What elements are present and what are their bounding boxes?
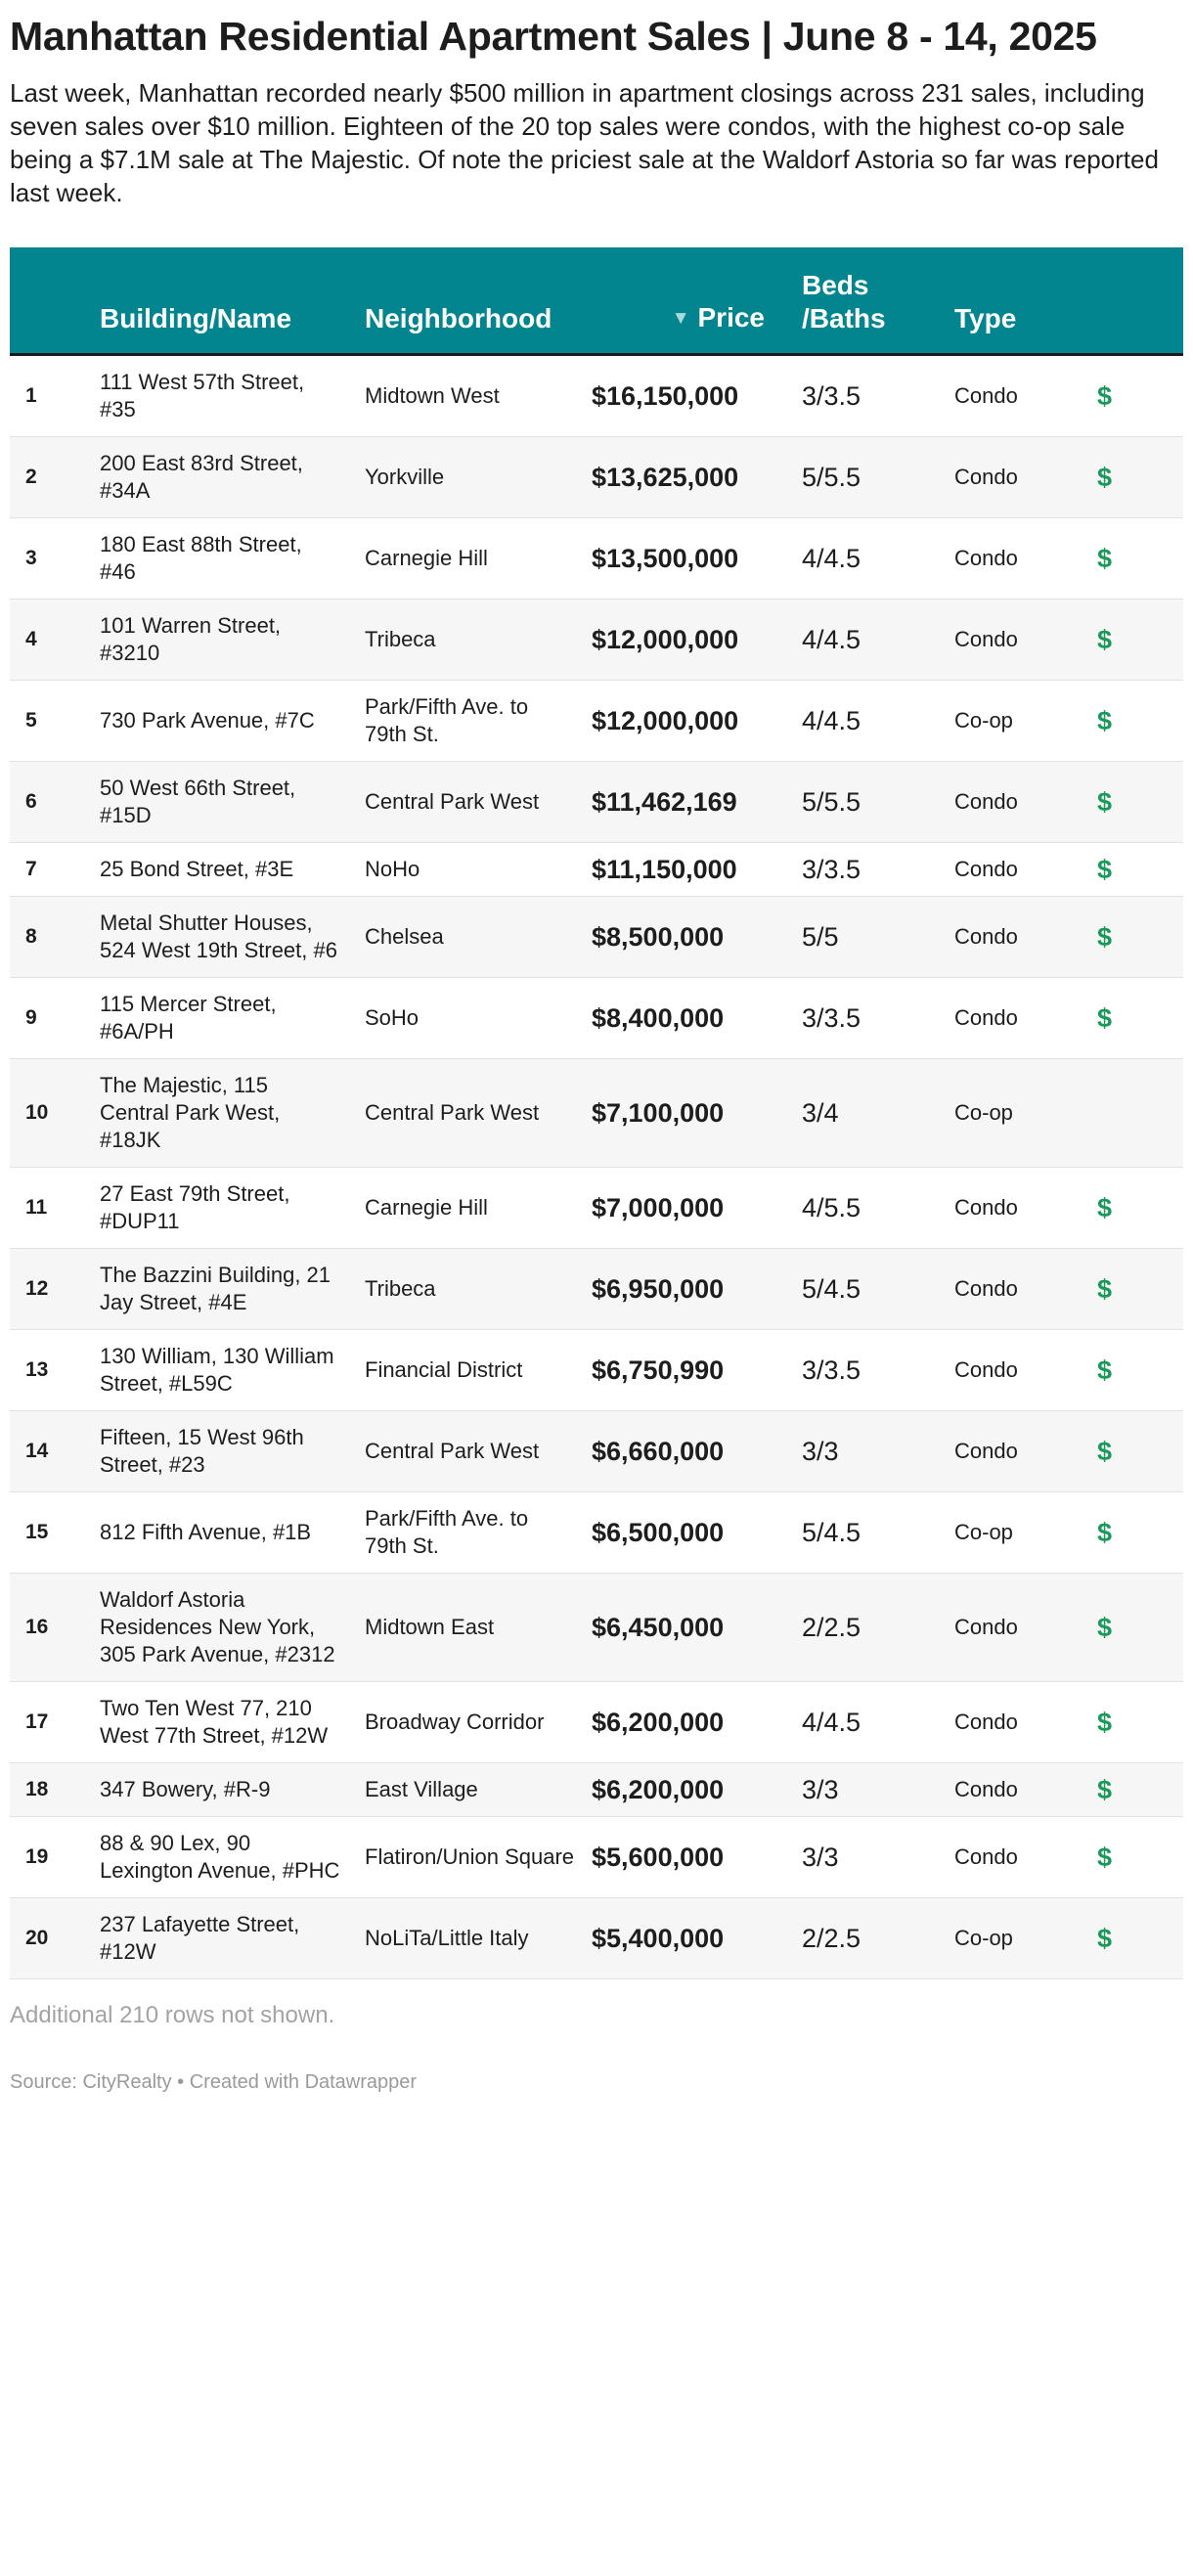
cell-extra: $	[1097, 922, 1113, 952]
rows-not-shown-note: Additional 210 rows not shown.	[10, 2002, 335, 2028]
cell-beds-baths: 5/5	[802, 922, 839, 952]
cell-building: 812 Fifth Avenue, #1B	[100, 1520, 312, 1544]
cell-price: $8,500,000	[592, 922, 725, 952]
cell-rank: 18	[25, 1778, 49, 1800]
cell-building: 237 Lafayette Street, #12W	[100, 1912, 300, 1964]
cell-neighborhood: East Village	[365, 1777, 478, 1801]
cell-building: 130 William, 130 William Street, #L59C	[100, 1344, 334, 1396]
cell-neighborhood: Tribeca	[365, 1276, 436, 1301]
cell-type: Condo	[954, 546, 1018, 570]
cell-neighborhood: Flatiron/Union Square	[365, 1844, 575, 1869]
header-extra	[1083, 247, 1183, 355]
cell-neighborhood: Carnegie Hill	[365, 1195, 488, 1220]
cell-building: 101 Warren Street, #3210	[100, 613, 282, 665]
cell-neighborhood: Yorkville	[365, 465, 445, 489]
cell-building: 347 Bowery, #R-9	[100, 1777, 271, 1801]
cell-beds-baths: 3/3.5	[802, 381, 862, 411]
cell-beds-baths: 5/4.5	[802, 1274, 862, 1304]
header-beds-baths[interactable]: Beds /Baths	[802, 247, 954, 355]
cell-price: $5,600,000	[592, 1843, 725, 1872]
cell-neighborhood: Park/Fifth Ave. to 79th St.	[365, 1506, 529, 1558]
cell-building: 730 Park Avenue, #7C	[100, 708, 315, 733]
cell-price: $5,400,000	[592, 1924, 725, 1953]
cell-type: Condo	[954, 857, 1018, 881]
cell-price: $6,450,000	[592, 1613, 725, 1642]
cell-neighborhood: Carnegie Hill	[365, 546, 488, 570]
cell-type: Condo	[954, 1276, 1018, 1301]
cell-rank: 7	[25, 858, 37, 880]
cell-beds-baths: 4/4.5	[802, 1708, 862, 1737]
cell-building: 25 Bond Street, #3E	[100, 857, 294, 881]
cell-extra: $	[1097, 381, 1113, 411]
cell-rank: 12	[25, 1277, 49, 1300]
cell-rank: 9	[25, 1006, 37, 1029]
table-row	[10, 1330, 1183, 1411]
cell-neighborhood: NoLiTa/Little Italy	[365, 1926, 529, 1950]
cell-type: Condo	[954, 1844, 1018, 1869]
cell-type: Condo	[954, 465, 1018, 489]
table-header	[10, 247, 1183, 355]
cell-price: $11,150,000	[592, 855, 737, 884]
cell-beds-baths: 5/5.5	[802, 787, 862, 817]
cell-rank: 20	[25, 1927, 49, 1949]
header-type[interactable]: Type	[954, 247, 1083, 355]
table-row	[10, 681, 1183, 762]
cell-type: Co-op	[954, 708, 1013, 733]
cell-price: $7,000,000	[592, 1193, 725, 1222]
cell-building: The Bazzini Building, 21 Jay Street, #4E	[100, 1263, 331, 1314]
header-price-label: Price	[697, 302, 765, 333]
cell-price: $6,750,990	[592, 1355, 725, 1385]
cell-rank: 6	[25, 790, 37, 813]
cell-rank: 8	[25, 925, 37, 948]
cell-price: $6,950,000	[592, 1274, 725, 1304]
cell-beds-baths: 3/4	[802, 1098, 839, 1128]
table-row	[10, 978, 1183, 1059]
cell-neighborhood: Midtown East	[365, 1615, 495, 1639]
cell-building: 27 East 79th Street, #DUP11	[100, 1181, 290, 1233]
cell-rank: 2	[25, 466, 37, 488]
cell-extra: $	[1097, 625, 1113, 654]
cell-type: Condo	[954, 383, 1018, 408]
cell-beds-baths: 4/4.5	[802, 706, 862, 735]
cell-rank: 1	[25, 384, 37, 407]
cell-building: Waldorf Astoria Residences New York, 305 Park Avenue, #2312	[100, 1587, 335, 1666]
cell-beds-baths: 5/4.5	[802, 1518, 862, 1547]
page	[0, 10, 1193, 2095]
cell-type: Condo	[954, 789, 1018, 814]
sales-table	[10, 247, 1183, 1979]
cell-price: $13,625,000	[592, 463, 739, 492]
cell-type: Condo	[954, 1710, 1018, 1734]
cell-neighborhood: Midtown West	[365, 383, 500, 408]
cell-building: 88 & 90 Lex, 90 Lexington Avenue, #PHC	[100, 1831, 340, 1883]
cell-type: Condo	[954, 1615, 1018, 1639]
cell-extra: $	[1097, 1708, 1113, 1737]
table-row	[10, 1059, 1183, 1168]
cell-price: $12,000,000	[592, 625, 739, 654]
cell-price: $12,000,000	[592, 706, 739, 735]
cell-building: 50 West 66th Street, #15D	[100, 776, 296, 827]
cell-extra: $	[1097, 1518, 1113, 1547]
cell-neighborhood: Park/Fifth Ave. to 79th St.	[365, 694, 529, 746]
cell-neighborhood: Financial District	[365, 1357, 523, 1382]
cell-price: $7,100,000	[592, 1098, 725, 1128]
cell-rank: 15	[25, 1521, 49, 1543]
cell-beds-baths: 3/3	[802, 1843, 839, 1872]
table-row	[10, 1574, 1183, 1682]
sort-descending-icon: ▼	[671, 308, 690, 329]
cell-extra: $	[1097, 544, 1113, 573]
cell-extra: $	[1097, 1843, 1113, 1872]
cell-extra: $	[1097, 706, 1113, 735]
cell-rank: 10	[25, 1101, 49, 1124]
cell-neighborhood: SoHo	[365, 1005, 420, 1030]
cell-beds-baths: 3/3	[802, 1437, 839, 1466]
cell-extra: $	[1097, 1924, 1113, 1953]
cell-type: Condo	[954, 1777, 1018, 1801]
cell-price: $6,200,000	[592, 1708, 725, 1737]
table-row	[10, 1411, 1183, 1492]
cell-neighborhood: Central Park West	[365, 789, 540, 814]
header-price[interactable]	[592, 247, 802, 355]
cell-neighborhood: NoHo	[365, 857, 420, 881]
table-row	[10, 518, 1183, 600]
cell-beds-baths: 3/3.5	[802, 1003, 862, 1033]
cell-rank: 13	[25, 1358, 49, 1381]
header-neighborhood[interactable]: Neighborhood	[365, 247, 592, 355]
cell-beds-baths: 4/4.5	[802, 625, 862, 654]
cell-type: Condo	[954, 1005, 1018, 1030]
cell-extra: $	[1097, 787, 1113, 817]
cell-extra: $	[1097, 1775, 1113, 1804]
cell-rank: 11	[25, 1196, 48, 1219]
cell-beds-baths: 2/2.5	[802, 1924, 862, 1953]
page-description: Last week, Manhattan recorded nearly $500 million in apartment closings across 231 sales, including seven sales over $10 million. Eighteen of the 20 top sales were condos, with the highest co-op sale being a $7.1M sale at The Majestic. Of note the priciest sale at the Waldorf Astoria so far was reported last week.	[10, 78, 1159, 207]
cell-beds-baths: 5/5.5	[802, 463, 862, 492]
cell-price: $6,200,000	[592, 1775, 725, 1804]
cell-building: Fifteen, 15 West 96th Street, #23	[100, 1425, 304, 1477]
cell-beds-baths: 2/2.5	[802, 1613, 862, 1642]
table-row	[10, 1763, 1183, 1817]
cell-extra: $	[1097, 1003, 1113, 1033]
cell-extra: $	[1097, 1355, 1113, 1385]
cell-building: 180 East 88th Street, #46	[100, 532, 302, 584]
cell-extra: $	[1097, 463, 1113, 492]
header-building[interactable]: Building/Name	[100, 247, 365, 355]
cell-rank: 4	[25, 628, 37, 650]
cell-beds-baths: 3/3.5	[802, 1355, 862, 1385]
table-row	[10, 843, 1183, 897]
table-row	[10, 762, 1183, 843]
page-title: Manhattan Residential Apartment Sales | June 8 - 14, 2025	[10, 14, 1097, 59]
cell-price: $13,500,000	[592, 544, 739, 573]
header-rank[interactable]	[10, 247, 100, 355]
cell-beds-baths: 3/3	[802, 1775, 839, 1804]
cell-price: $8,400,000	[592, 1003, 725, 1033]
cell-extra: $	[1097, 1613, 1113, 1642]
cell-building: 200 East 83rd Street, #34A	[100, 451, 303, 503]
cell-extra	[1083, 1059, 1183, 1168]
source-credit: Source: CityRealty • Created with Datawrapper	[10, 2071, 418, 2093]
table-row	[10, 1168, 1183, 1249]
table-row	[10, 1249, 1183, 1330]
cell-rank: 14	[25, 1440, 49, 1462]
cell-neighborhood: Central Park West	[365, 1100, 540, 1125]
cell-type: Condo	[954, 1439, 1018, 1463]
table-row	[10, 1898, 1183, 1979]
table-row	[10, 600, 1183, 681]
cell-rank: 3	[25, 547, 37, 569]
cell-type: Co-op	[954, 1520, 1013, 1544]
cell-building: The Majestic, 115 Central Park West, #18JK	[100, 1073, 281, 1152]
table-row	[10, 1682, 1183, 1763]
cell-rank: 16	[25, 1616, 49, 1638]
cell-building: Two Ten West 77, 210 West 77th Street, #12W	[100, 1696, 329, 1748]
cell-type: Co-op	[954, 1100, 1013, 1125]
table-body	[10, 355, 1183, 1979]
cell-price: $16,150,000	[592, 381, 739, 411]
table-row	[10, 1817, 1183, 1898]
table-row	[10, 1492, 1183, 1574]
cell-extra: $	[1097, 1274, 1113, 1304]
cell-rank: 5	[25, 709, 37, 732]
cell-neighborhood: Broadway Corridor	[365, 1710, 545, 1734]
table-row	[10, 437, 1183, 518]
cell-building: 115 Mercer Street, #6A/PH	[100, 992, 277, 1044]
cell-rank: 19	[25, 1845, 49, 1868]
cell-neighborhood: Tribeca	[365, 627, 436, 651]
cell-neighborhood: Chelsea	[365, 924, 444, 949]
table-row	[10, 897, 1183, 978]
cell-beds-baths: 4/4.5	[802, 544, 862, 573]
cell-building: Metal Shutter Houses, 524 West 19th Street, #6	[100, 910, 337, 962]
cell-extra: $	[1097, 1193, 1113, 1222]
cell-price: $6,660,000	[592, 1437, 725, 1466]
cell-price: $6,500,000	[592, 1518, 725, 1547]
cell-beds-baths: 3/3.5	[802, 855, 862, 884]
cell-type: Condo	[954, 1357, 1018, 1382]
cell-type: Co-op	[954, 1926, 1013, 1950]
cell-type: Condo	[954, 627, 1018, 651]
cell-extra: $	[1097, 855, 1113, 884]
cell-building: 111 West 57th Street, #35	[100, 370, 305, 422]
cell-extra: $	[1097, 1437, 1113, 1466]
cell-price: $11,462,169	[592, 787, 737, 817]
table-row	[10, 355, 1183, 437]
cell-beds-baths: 4/5.5	[802, 1193, 862, 1222]
cell-type: Condo	[954, 1195, 1018, 1220]
cell-neighborhood: Central Park West	[365, 1439, 540, 1463]
cell-type: Condo	[954, 924, 1018, 949]
cell-rank: 17	[25, 1710, 49, 1733]
